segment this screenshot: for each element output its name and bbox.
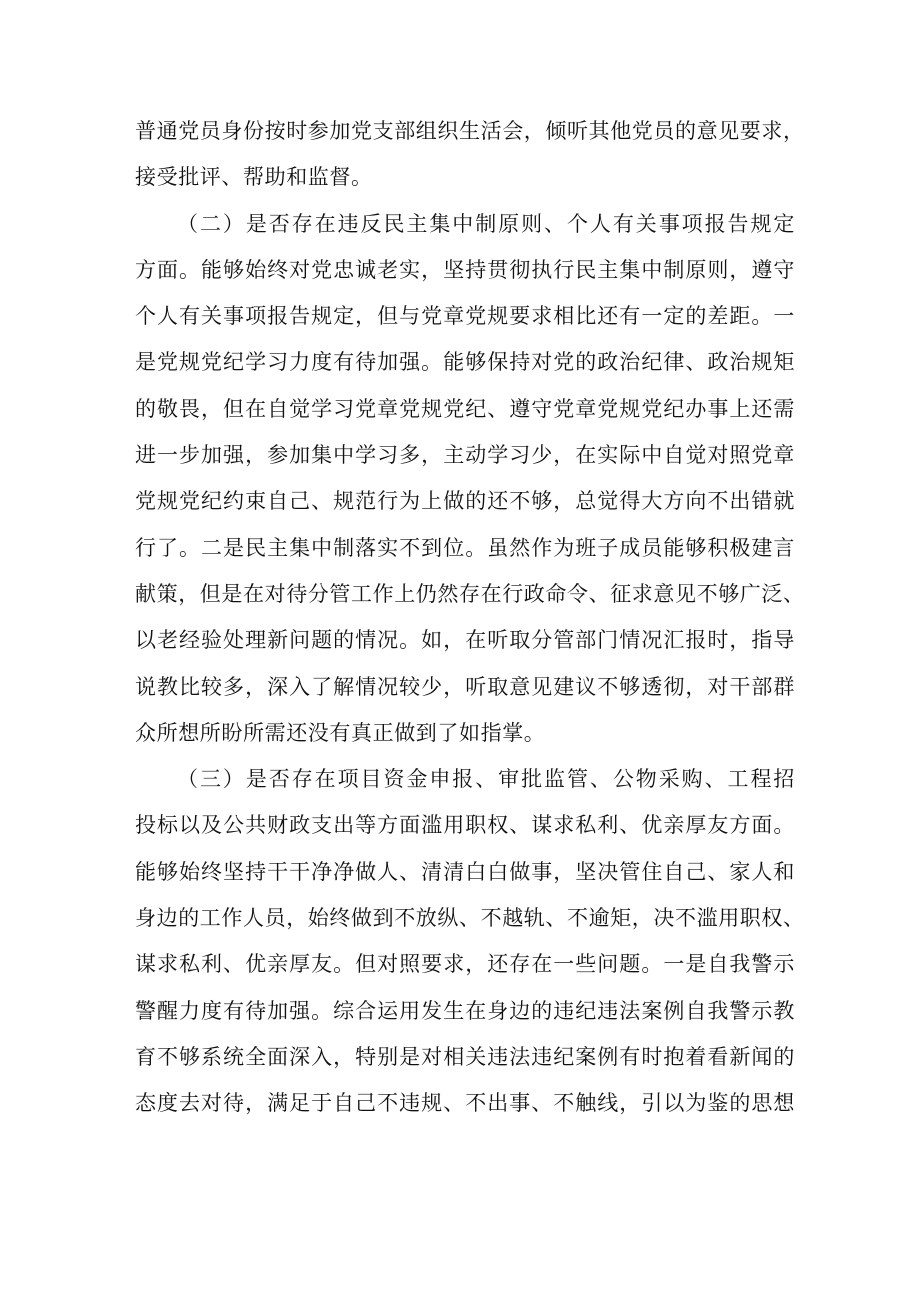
text-line: 进一步加强，参加集中学习多，主动学习少，在实际中自觉对照党章: [135, 443, 795, 468]
text-line: 警醒力度有待加强。综合运用发生在身边的违纪违法案例自我警示教: [135, 998, 795, 1023]
text-line: 众所想所盼所需还没有真正做到了如指掌。: [135, 720, 546, 745]
text-line: 投标以及公共财政支出等方面滥用职权、谋求私利、优亲厚友方面。: [135, 813, 795, 838]
text-line: 接受批评、帮助和监督。: [135, 165, 373, 190]
text-line: 说教比较多，深入了解情况较少，听取意见建议不够透彻，对干部群: [135, 674, 795, 699]
section-heading-line: （二）是否存在违反民主集中制原则、个人有关事项报告规定: [177, 211, 795, 236]
text-line: 身边的工作人员，始终做到不放纵、不越轨、不逾矩，决不滥用职权、: [135, 906, 805, 931]
document-body: [135, 108, 805, 1127]
text-line: 能够始终坚持干干净净做人、清清白白做事，坚决管住自己、家人和: [135, 859, 795, 884]
text-line: 是党规党纪学习力度有待加强。能够保持对党的政治纪律、政治规矩: [135, 350, 795, 375]
text-line: 态度去对待，满足于自己不违规、不出事、不触线，引以为鉴的思想: [135, 1091, 795, 1116]
text-line: 谋求私利、优亲厚友。但对照要求，还存在一些问题。一是自我警示: [135, 952, 795, 977]
text-line: 普通党员身份按时参加党支部组织生活会，倾听其他党员的意见要求，: [135, 119, 805, 143]
text-line: 党规党纪约束自己、规范行为上做的还不够，总觉得大方向不出错就: [135, 489, 795, 514]
text-line: 个人有关事项报告规定，但与党章党规要求相比还有一定的差距。一: [135, 304, 795, 329]
text-line: 以老经验处理新问题的情况。如，在听取分管部门情况汇报时，指导: [135, 628, 795, 653]
text-line: 行了。二是民主集中制落实不到位。虽然作为班子成员能够积极建言: [135, 535, 795, 560]
text-line: 献策，但是在对待分管工作上仍然存在行政命令、征求意见不够广泛、: [135, 581, 805, 606]
text-line: 育不够系统全面深入，特别是对相关违法违纪案例有时抱着看新闻的: [135, 1044, 795, 1069]
text-line: 方面。能够始终对党忠诚老实，坚持贯彻执行民主集中制原则，遵守: [135, 257, 795, 282]
section-heading-line: （三）是否存在项目资金申报、审批监管、公物采购、工程招: [177, 767, 795, 792]
text-line: 的敬畏，但在自觉学习党章党规党纪、遵守党章党规党纪办事上还需: [135, 396, 795, 421]
